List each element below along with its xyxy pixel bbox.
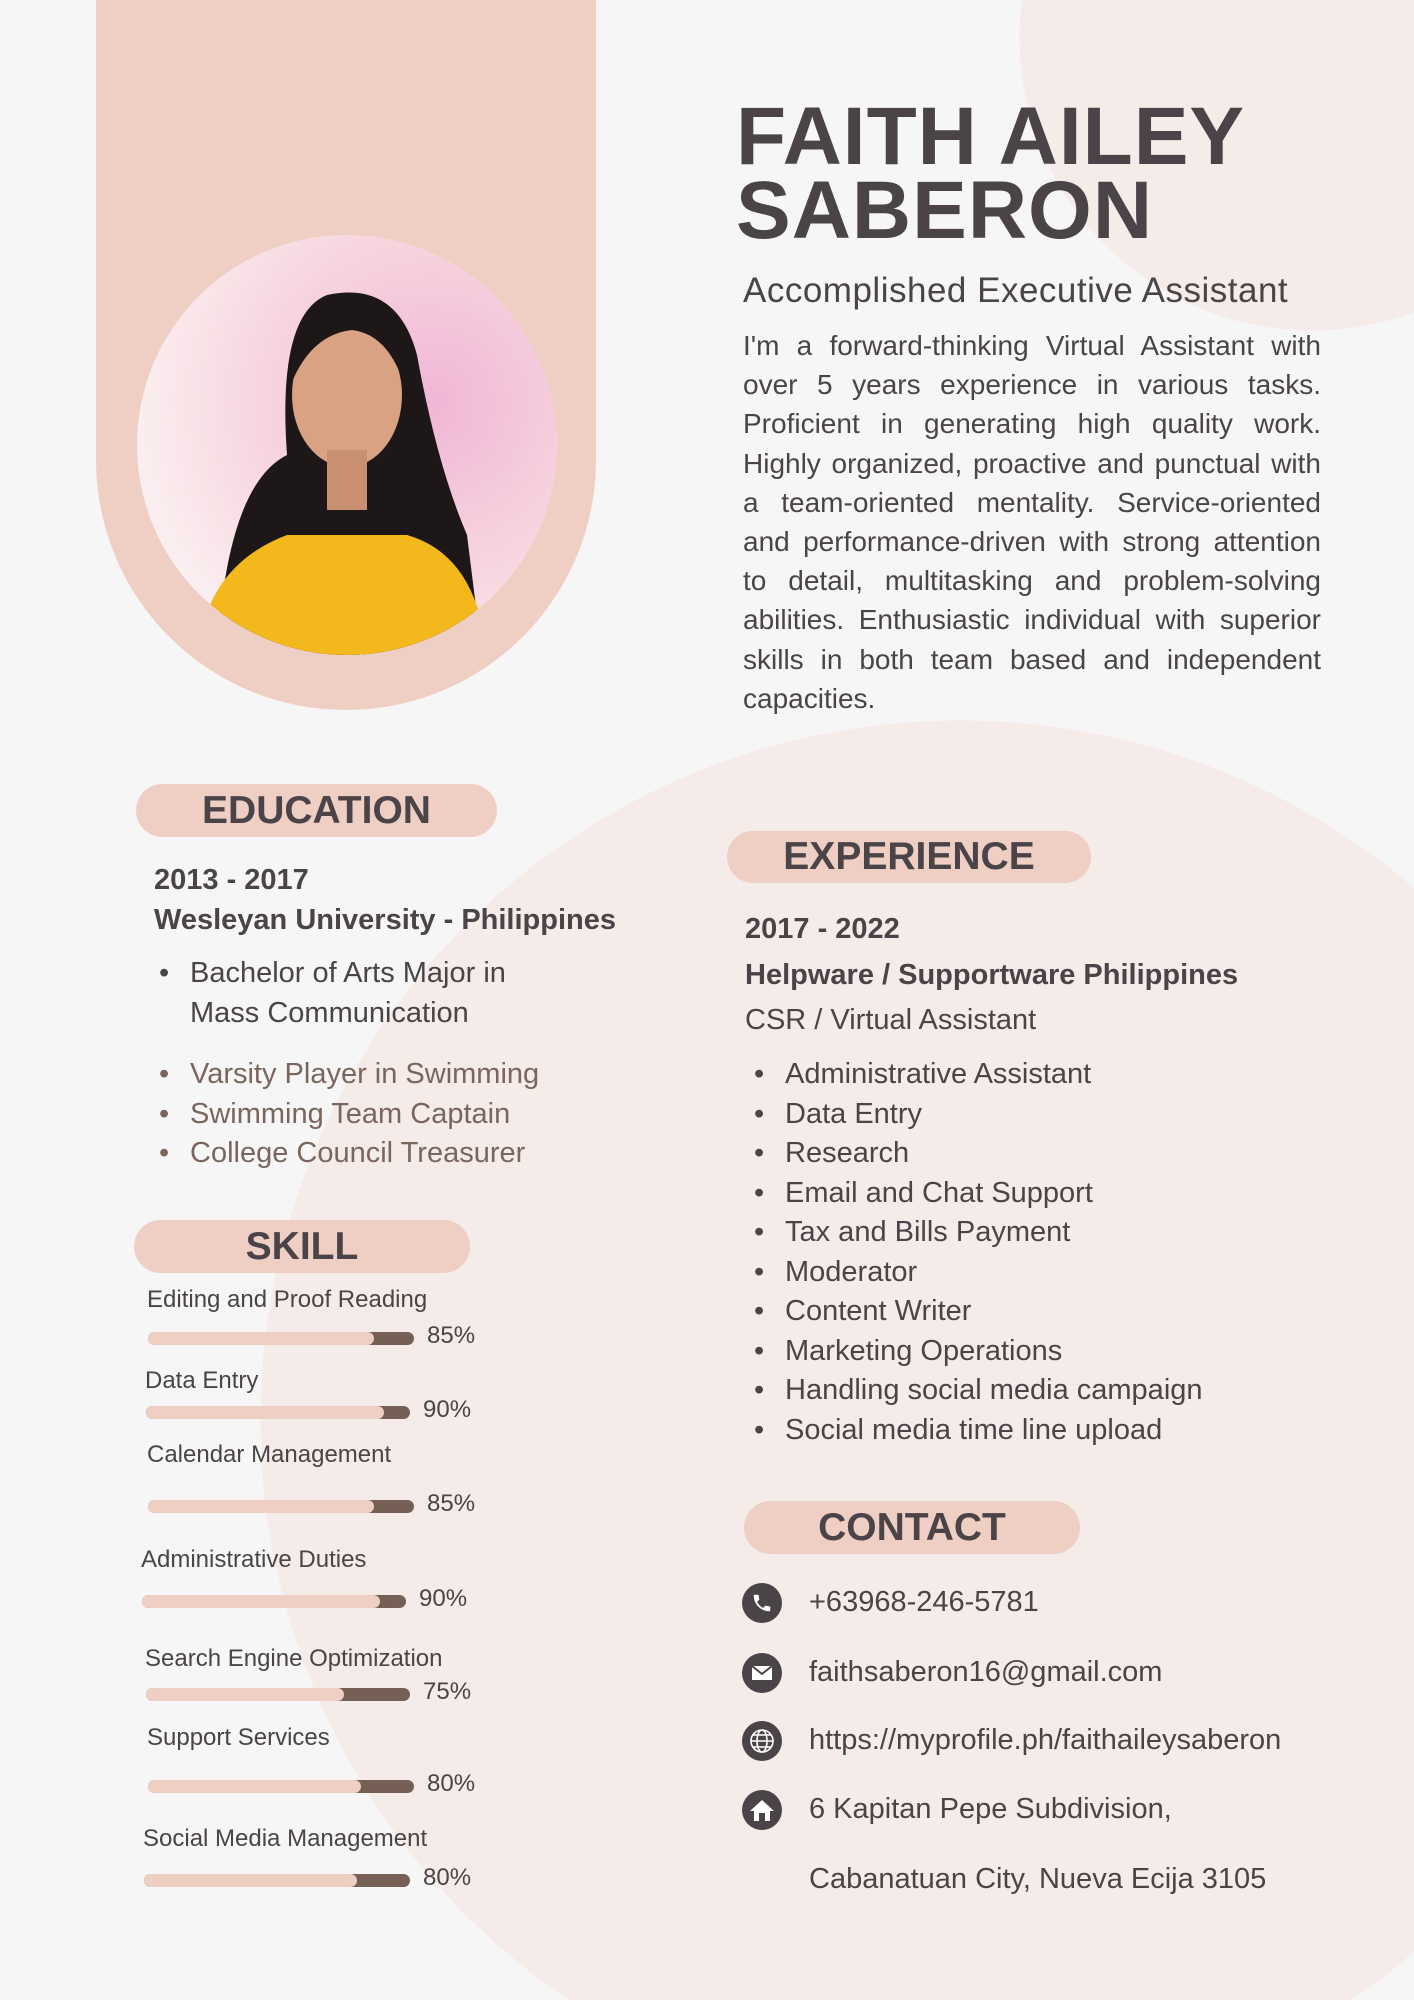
skill-label: Data Entry: [145, 1367, 259, 1394]
degree-line-1: Bachelor of Arts Major in: [190, 957, 506, 989]
skill-bar: [142, 1595, 406, 1608]
skill-percent: 90%: [423, 1396, 472, 1423]
skill-label: Social Media Management: [143, 1825, 428, 1852]
skill-bar: [148, 1500, 414, 1513]
activity-item: • Swimming Team Captain: [157, 1095, 539, 1135]
skill-bar-fill: [146, 1406, 384, 1419]
degree-line-2: Mass Communication: [190, 996, 469, 1029]
bio: I'm a forward-thinking Virtual Assistant with over 5 years experience in various tasks. Proficient in generating high quality work. Highly organized, proactive and punctual with a team-oriented mentality. Service-oriented and performance-driven with strong attention to detail, multitasking and problem-solving abilities. Enthusiastic individual with superior skills in both team based and independent capacities.: [743, 330, 1321, 714]
duty-item: • Research: [752, 1134, 1203, 1174]
education-degree: [157, 954, 506, 1033]
skill-bar: [146, 1406, 410, 1419]
name-line-1: FAITH AILEY: [736, 91, 1246, 182]
experience-role: CSR / Virtual Assistant: [745, 1004, 1037, 1036]
duty-item: • Data Entry: [752, 1095, 1203, 1135]
skill-bar-fill: [148, 1500, 374, 1513]
skill-percent: 80%: [423, 1864, 472, 1891]
experience-years: 2017 - 2022: [745, 913, 900, 945]
degree-item: [157, 954, 506, 1033]
skill-bar-fill: [144, 1874, 357, 1887]
contact-phone[interactable]: +63968-246-5781: [809, 1586, 1039, 1618]
education-years: 2013 - 2017: [154, 864, 309, 896]
contact-heading: CONTACT: [744, 1501, 1080, 1554]
duty-item: • Email and Chat Support: [752, 1174, 1203, 1214]
skill-label: Editing and Proof Reading: [147, 1286, 428, 1313]
email-icon: [742, 1653, 782, 1693]
skill-bar: [148, 1780, 414, 1793]
contact-email[interactable]: faithsaberon16@gmail.com: [809, 1656, 1163, 1688]
education-school: Wesleyan University - Philippines: [154, 904, 617, 936]
skill-percent: 80%: [427, 1770, 476, 1797]
skill-heading: SKILL: [134, 1220, 470, 1273]
experience-company: Helpware / Supportware Philippines: [745, 959, 1239, 991]
skill-bar-fill: [148, 1780, 361, 1793]
duty-item: • Social media time line upload: [752, 1411, 1203, 1451]
contact-address-line1: 6 Kapitan Pepe Subdivision,: [809, 1793, 1172, 1825]
skill-bar-fill: [146, 1688, 344, 1701]
activity-item: • College Council Treasurer: [157, 1134, 539, 1174]
duty-item: • Handling social media campaign: [752, 1371, 1203, 1411]
skill-label: Calendar Management: [147, 1441, 392, 1468]
duty-item: • Moderator: [752, 1253, 1203, 1293]
skill-percent: 85%: [427, 1490, 476, 1517]
skill-bar: [144, 1874, 410, 1887]
activity-item: • Varsity Player in Swimming: [157, 1055, 539, 1095]
profile-photo: [137, 235, 557, 655]
home-icon: [742, 1790, 782, 1830]
skill-bar-fill: [142, 1595, 380, 1608]
experience-duties: [752, 1055, 1203, 1450]
contact-address-line2: Cabanatuan City, Nueva Ecija 3105: [809, 1863, 1267, 1895]
education-heading: EDUCATION: [136, 784, 497, 837]
skill-label: Administrative Duties: [141, 1546, 367, 1573]
skill-percent: 75%: [423, 1678, 472, 1705]
skill-percent: 85%: [427, 1322, 476, 1349]
skill-label: Search Engine Optimization: [145, 1645, 443, 1672]
phone-icon: [742, 1583, 782, 1623]
globe-icon: [742, 1721, 782, 1761]
skill-bar-fill: [148, 1332, 374, 1345]
duty-item: • Administrative Assistant: [752, 1055, 1203, 1095]
duty-item: • Tax and Bills Payment: [752, 1213, 1203, 1253]
skill-bar: [148, 1332, 414, 1345]
duty-item: • Marketing Operations: [752, 1332, 1203, 1372]
experience-heading: EXPERIENCE: [727, 831, 1091, 883]
duty-item: • Content Writer: [752, 1292, 1203, 1332]
job-title: Accomplished Executive Assistant: [743, 271, 1289, 310]
contact-website[interactable]: https://myprofile.ph/faithaileysaberon: [809, 1724, 1282, 1756]
full-name: [736, 91, 1246, 256]
name-line-2: SABERON: [736, 165, 1154, 256]
education-activities: [157, 1055, 539, 1174]
skill-percent: 90%: [419, 1585, 468, 1612]
skill-bar: [146, 1688, 410, 1701]
skill-label: Support Services: [147, 1724, 330, 1751]
